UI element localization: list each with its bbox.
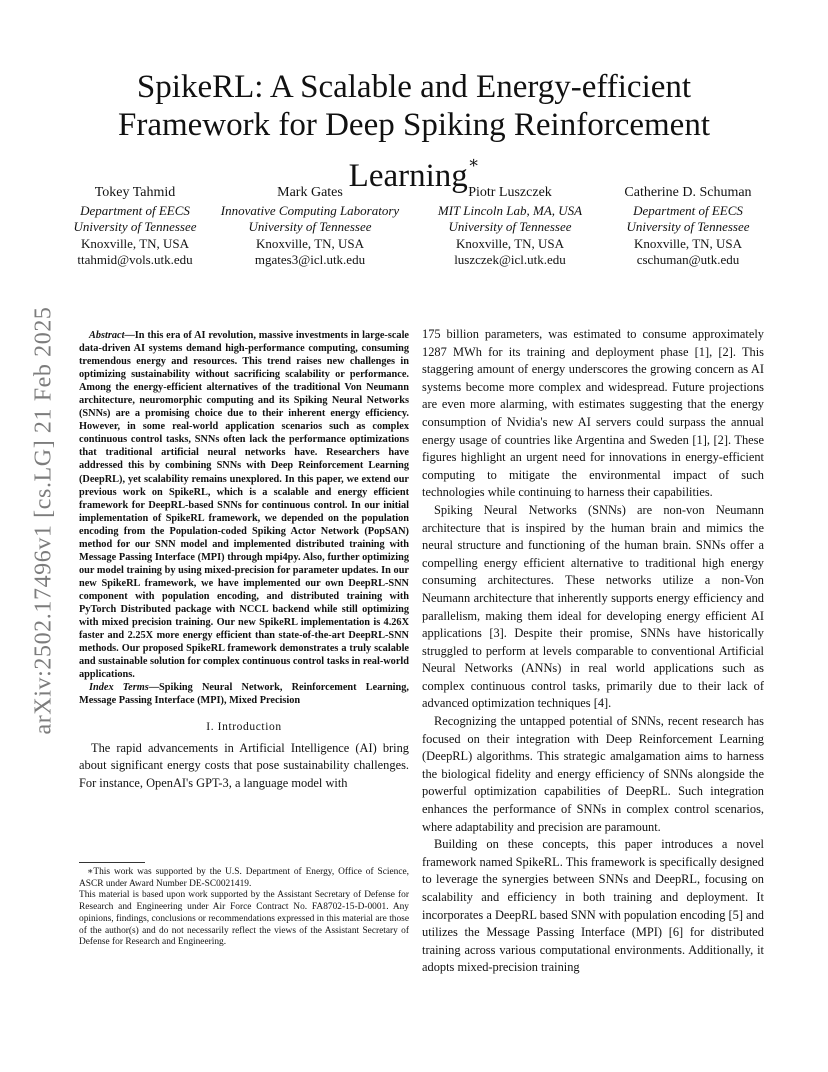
- abstract-text: —In this era of AI revolution, massive investments in large-scale data-driven AI systems demand high-performance computing, consuming tremendous energy and resources. This trend raises new challenges in optimizing sustainability without sacrificing scalability or performance. Among the energy-efficient alternatives of the traditional Von Neumann architecture, neuromorphic computing and its Spiking Neural Networks (SNNs) are a promising choice due to their inherent energy efficiency. However, in some real-world application scenarios such as complex continuous control tasks, SNNs often lack the performance optimizations that traditional artificial neural networks have. Researchers have addressed this by combining SNNs with Deep Reinforcement Learning (DeepRL), yet scalability remains unexplored. In this paper, we extend our previous work on SpikeRL, which is a scalable and energy efficient framework for DeepRL-based SNNs for continuous control. In our initial implementation of SpikeRL framework, we depended on the population encoding from the Population-coded Spiking Actor Network (PopSAN) method for our SNN model and implemented distributed training with Message Passing Interface (MPI) through mpi4py. Also, further optimizing our model training by using mixed-precision for parameter updates. In our new SpikeRL framework, we have implemented our own DeepRL-SNN component with population encoding, and distributed training with PyTorch Distributed package with NCCL backend while still optimizing with mixed precision training. Our new SpikeRL implementation is 4.26X faster and 2.25X more energy efficient than state-of-the-art DeepRL-SNN methods. Our proposed SpikeRL framework demonstrates a truly scalable and sustainable solution for complex continuous control tasks in real-world applications.: [79, 330, 409, 681]
- author-location: Knoxville, TN, USA: [80, 235, 190, 251]
- index-terms: [79, 681, 409, 707]
- author-name: Tokey Tahmid: [94, 185, 176, 200]
- author-department: Department of EECS: [80, 202, 190, 218]
- arxiv-identifier-stamp: [22, 285, 66, 755]
- author-department: MIT Lincoln Lab, MA, USA: [437, 202, 583, 218]
- author-block: [430, 185, 590, 269]
- section-heading-introduction: I. Introduction: [206, 721, 282, 734]
- author-list: [60, 185, 780, 275]
- footnote-funding: ∗This work was supported by the U.S. Department of Energy, Office of Science, ASCR under Award Number DE-SC0021419.: [79, 867, 409, 889]
- author-email: ttahmid@vols.utk.edu: [77, 252, 193, 268]
- arxiv-identifier-text: arXiv:2502.17496v1 [cs.LG] 21 Feb 2025: [30, 305, 57, 735]
- author-block: [220, 185, 400, 269]
- paper-title: [90, 68, 738, 195]
- abstract-lead: Abstract: [89, 330, 125, 341]
- title-line-1: SpikeRL: A Scalable and Energy-efficient: [136, 69, 692, 105]
- author-location: Knoxville, TN, USA: [455, 235, 565, 251]
- author-name: Piotr Luszczek: [468, 185, 552, 200]
- author-organization: University of Tennessee: [448, 219, 572, 235]
- title-line-3-text: Learning: [348, 158, 468, 194]
- author-email: luszczek@icl.utk.edu: [454, 252, 566, 268]
- author-organization: University of Tennessee: [248, 219, 372, 235]
- abstract: [79, 329, 409, 681]
- author-email: cschuman@utk.edu: [636, 252, 740, 268]
- title-footnote-mark: ∗: [467, 153, 480, 172]
- body-paragraph: Building on these concepts, this paper introduces a novel framework named SpikeRL. This framework is specifically designed to leverage the synergies between SNNs and DeepRL, focusing on scalability and efficiency in both training and deployment. It incorporates a DeepRL based SNN with population encoding [5] and utilizes the Message Passing Interface (MPI) [6] for distributed training across various computational environments. Additionally, it adopts mixed-precision training: [422, 837, 764, 975]
- index-terms-lead: Index Terms: [89, 682, 149, 694]
- body-paragraph: 175 billion parameters, was estimated to consume approximately 1287 MWh for its training and deployment phase [1], [2]. This staggering amount of energy underscores the growing concern as AI systems become more complex and widespread. Future projections are even more alarming, with estimates suggesting that the energy consumption of Nvidia's new AI servers could surpass the annual energy usage of countries like Argentina and Sweden [1], [2]. These figures highlight an urgent need for innovations in energy-efficient computing to mitigate the environmental impact of such technologies while continuing to harness their capabilities.: [422, 327, 764, 500]
- footnote-disclaimer: This material is based upon work supported by the Assistant Secretary of Defense for Research and Engineering under Air Force Contract No. FA8702-15-D-0001. Any opinions, findings, conclusions or recommendations expressed in this material are those of the author(s) and do not necessarily reflect the views of the Assistant Secretary of Defense for Research and Engineering.: [79, 890, 409, 948]
- author-location: Knoxville, TN, USA: [255, 235, 365, 251]
- right-column: [422, 326, 764, 977]
- author-block: [608, 185, 768, 269]
- author-location: Knoxville, TN, USA: [633, 235, 743, 251]
- author-department: Department of EECS: [633, 202, 743, 218]
- intro-paragraph: The rapid advancements in Artificial Intelligence (AI) bring about significant energy costs that pose sustainability challenges. For instance, OpenAI's GPT-3, a language model with: [79, 740, 409, 790]
- author-organization: University of Tennessee: [73, 219, 197, 235]
- footnotes: [79, 867, 409, 949]
- left-column: [79, 329, 409, 792]
- author-name: Mark Gates: [277, 185, 343, 200]
- author-email: mgates3@icl.utk.edu: [254, 252, 366, 268]
- author-name: Catherine D. Schuman: [624, 185, 752, 200]
- footnote-rule: [79, 862, 145, 863]
- author-block: [60, 185, 210, 269]
- title-line-2: Framework for Deep Spiking Reinforcement: [117, 107, 710, 143]
- author-organization: University of Tennessee: [626, 219, 750, 235]
- index-terms-text: —Spiking Neural Network, Reinforcement Learning, Message Passing Interface (MPI), Mixed Precision: [79, 682, 409, 707]
- body-paragraph: Recognizing the untapped potential of SNNs, recent research has focused on their integration with Deep Reinforcement Learning (DeepRL) algorithms. This strategic amalgamation aims to harness the biological fidelity and energy efficiency of SNNs alongside the powerful optimization capabilities of DeepRL. Such integration enhances the performance of SNNs in complex control scenarios, where adaptability and precision are paramount.: [422, 714, 764, 834]
- body-paragraph: Spiking Neural Networks (SNNs) are non-von Neumann architecture that is inspired by the human brain and mimics the neural structure and functioning of the human brain. SNNs offer a compelling energy efficient alternative to traditional high energy consuming architectures. These networks utilize a non-Von Neumann architecture that inherently supports energy efficiency and parallelism, making them ideal for developing energy efficient AI applications [3]. Despite their promise, SNNs have historically struggled to perform at levels comparable to conventional Artificial Neural Networks (ANNs) in real world applications such as complex continuous control tasks, primarily due to their lack of advanced optimization techniques [4].: [422, 502, 764, 711]
- author-department: Innovative Computing Laboratory: [220, 202, 400, 218]
